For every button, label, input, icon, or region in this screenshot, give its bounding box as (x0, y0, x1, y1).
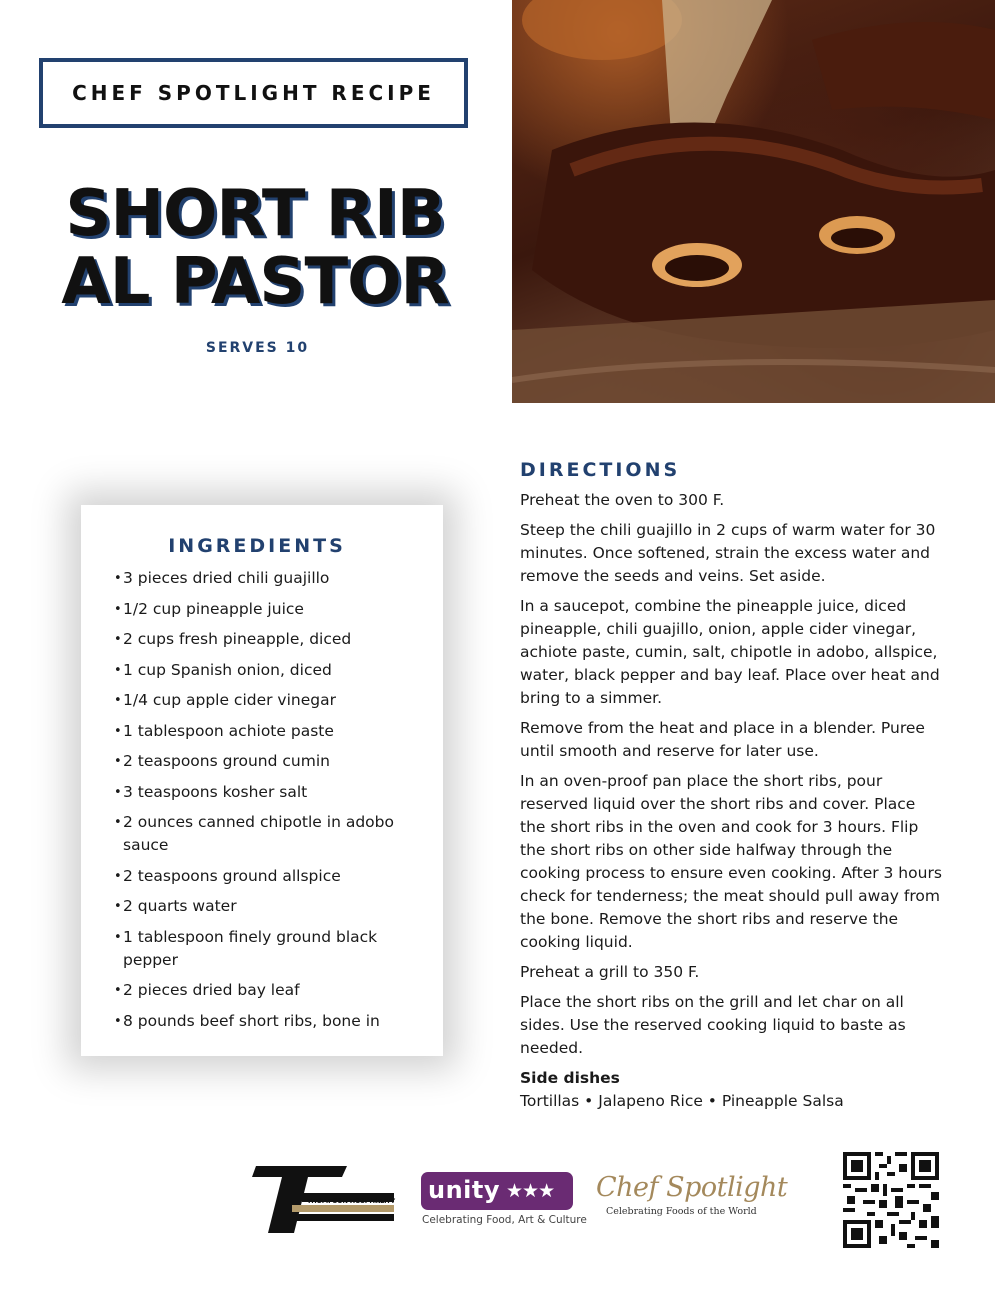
ingredient-item: • 2 teaspoons ground allspice (115, 865, 425, 888)
ingredient-item: • 3 pieces dried chili guajillo (115, 567, 425, 590)
unity-stars-icon: ★★★ (506, 1180, 555, 1202)
chef-spotlight-badge: CHEF SPOTLIGHT RECIPE (39, 58, 468, 128)
ingredients-list (115, 567, 425, 1040)
unity-logo (421, 1172, 573, 1210)
direction-step: Preheat the oven to 300 F. (520, 491, 725, 509)
unity-tagline: Celebrating Food, Art & Culture (422, 1214, 587, 1226)
ingredient-item: • 1 tablespoon achiote paste (115, 720, 425, 743)
chef-spotlight-logo: Chef Spotlight (596, 1172, 788, 1203)
recipe-title-line1: SHORT RIB (65, 177, 445, 251)
ingredient-item: • 2 teaspoons ground cumin (115, 750, 425, 773)
ingredient-item: • 2 ounces canned chipotle in adobo sauce (115, 811, 425, 857)
ingredient-item: • 2 quarts water (115, 895, 425, 918)
qr-code-icon[interactable] (843, 1152, 939, 1248)
ingredient-item: • 2 cups fresh pineapple, diced (115, 628, 425, 651)
grilled-short-ribs-photo (512, 0, 995, 403)
chef-spotlight-tagline: Celebrating Foods of the World (606, 1206, 757, 1217)
ingredient-item: • 1 tablespoon finely ground black pepper (115, 926, 425, 972)
ingredient-item: • 1 cup Spanish onion, diced (115, 659, 425, 682)
unity-word: unity (428, 1176, 501, 1204)
ingredient-item: • 8 pounds beef short ribs, bone in (115, 1010, 425, 1033)
thompson-label: THOMPSON HOSPITALITY (307, 1197, 396, 1205)
direction-step: Place the short ribs on the grill and let char on all sides. Use the reserved cooking liquid to baste as needed. (520, 993, 906, 1057)
direction-step: Preheat a grill to 350 F. (520, 963, 700, 981)
ingredient-item: • 3 teaspoons kosher salt (115, 781, 425, 804)
direction-step: Remove from the heat and place in a blender. Puree until smooth and reserve for later use. (520, 719, 925, 760)
ingredients-card (81, 505, 443, 1056)
direction-step: In a saucepot, combine the pineapple juice, diced pineapple, chili guajillo, onion, apple cider vinegar, achiote paste, cumin, salt, chipotle in adobo, allspice, water, black pepper and bay leaf. Place over heat and bring to a simmer. (520, 597, 940, 707)
ingredient-item: • 1/2 cup pineapple juice (115, 598, 425, 621)
side-dishes-heading: Side dishes (520, 1069, 620, 1087)
direction-step: Steep the chili guajillo in 2 cups of warm water for 30 minutes. Once softened, strain the excess water and remove the seeds and veins. Set aside. (520, 521, 936, 585)
directions-title: DIRECTIONS (520, 459, 681, 481)
ingredient-item: • 1/4 cup apple cider vinegar (115, 689, 425, 712)
side-dishes-list: Tortillas • Jalapeno Rice • Pineapple Salsa (520, 1092, 844, 1110)
recipe-title-line2: AL PASTOR (61, 245, 449, 319)
ingredients-title: INGREDIENTS (168, 535, 346, 557)
recipe-title (20, 177, 490, 319)
direction-step: In an oven-proof pan place the short ribs, pour reserved liquid over the short ribs and cover. Place the short ribs in the oven and cook for 3 hours. Flip the short ribs on other side halfway through the cooking process to ensure even cooking. After 3 hours check for tenderness; the meat should pull away from the bone. Remove the short ribs and reserve the cooking liquid. (520, 772, 942, 951)
ingredient-item: • 2 pieces dried bay leaf (115, 979, 425, 1002)
directions-body (520, 489, 945, 1113)
serves-label: SERVES 10 (205, 340, 310, 356)
